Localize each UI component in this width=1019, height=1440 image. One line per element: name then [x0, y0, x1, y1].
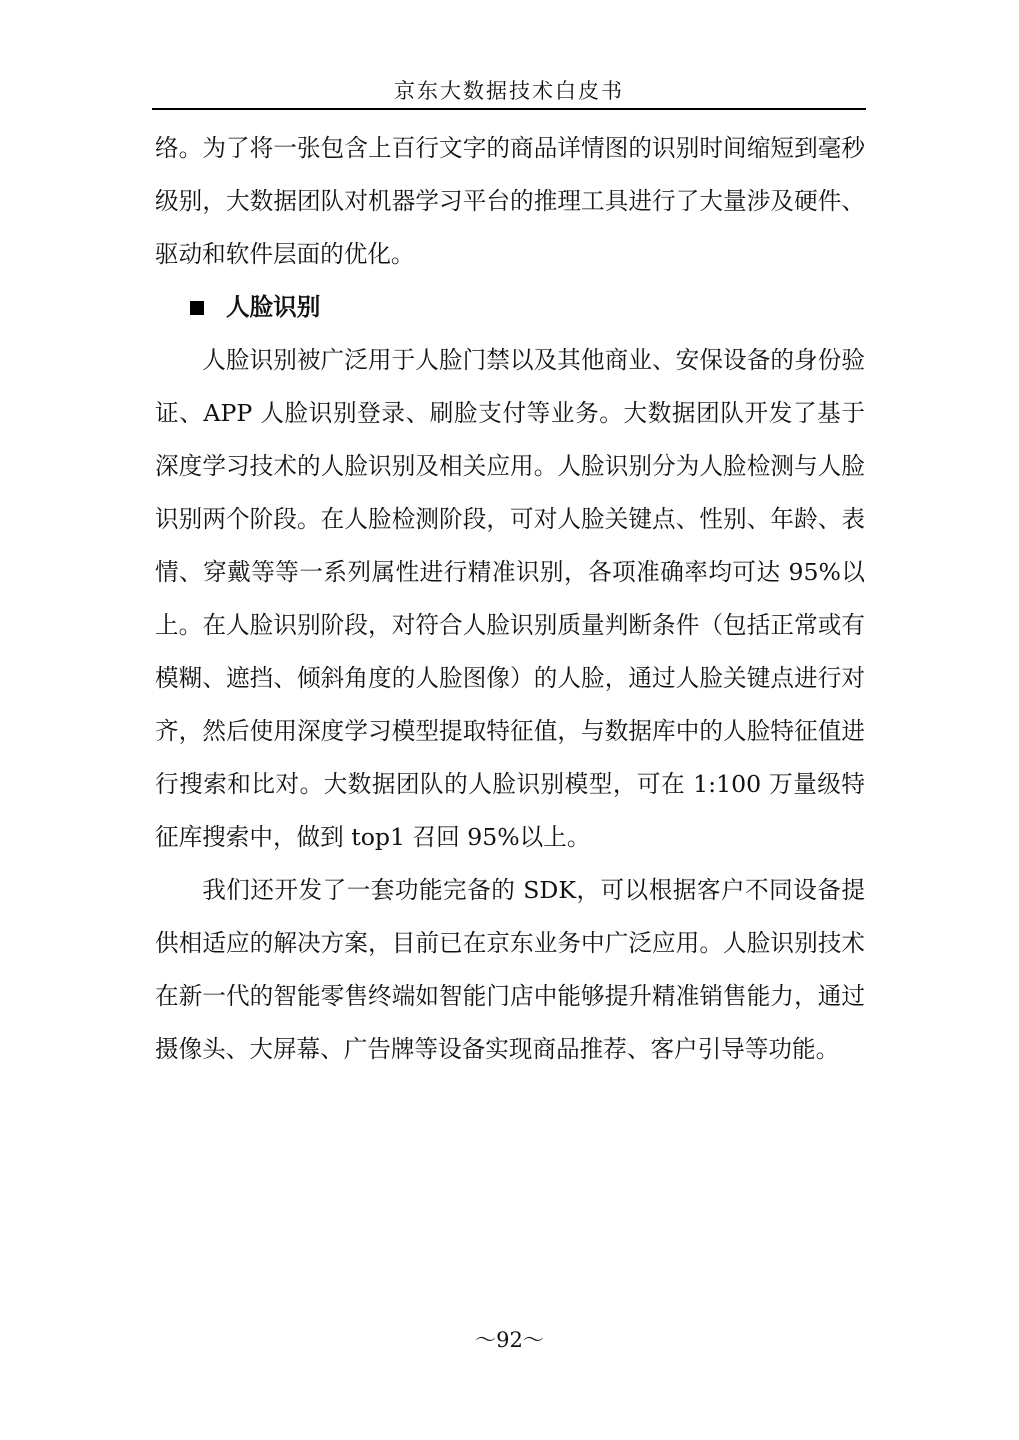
section-heading	[155, 281, 865, 334]
document-title: 京东大数据技术白皮书	[394, 79, 624, 103]
section-title: 人脸识别	[226, 293, 321, 321]
sdk-paragraph: 我们还开发了一套功能完备的 SDK，可以根据客户不同设备提供相适应的解决方案，目前已在京东业务中广泛应用。人脸识别技术在新一代的智能零售终端如智能门店中能够提升精准销售能力，通过摄像头、大屏幕、广告牌等设备实现商品推荐、客户引导等功能。	[155, 876, 865, 1063]
square-bullet-icon	[190, 301, 204, 315]
page-content	[155, 122, 865, 1076]
page-header	[152, 72, 866, 110]
page-number: ～92～	[475, 1328, 544, 1352]
face-recognition-paragraph: 人脸识别被广泛用于人脸门禁以及其他商业、安保设备的身份验证、APP 人脸识别登录、刷脸支付等业务。大数据团队开发了基于深度学习技术的人脸识别及相关应用。人脸识别分为人脸检测与人脸识别两个阶段。在人脸检测阶段，可对人脸关键点、性别、年龄、表情、穿戴等等一系列属性进行精准识别，各项准确率均可达 95%以上。在人脸识别阶段，对符合人脸识别质量判断条件（包括正常或有模糊、遮挡、倾斜角度的人脸图像）的人脸，通过人脸关键点进行对齐，然后使用深度学习模型提取特征值，与数据库中的人脸特征值进行搜索和比对。大数据团队的人脸识别模型，可在 1:100 万量级特征库搜索中，做到 top1 召回 95%以上。	[155, 346, 865, 851]
intro-paragraph: 络。为了将一张包含上百行文字的商品详情图的识别时间缩短到毫秒级别，大数据团队对机器学习平台的推理工具进行了大量涉及硬件、驱动和软件层面的优化。	[155, 134, 865, 268]
